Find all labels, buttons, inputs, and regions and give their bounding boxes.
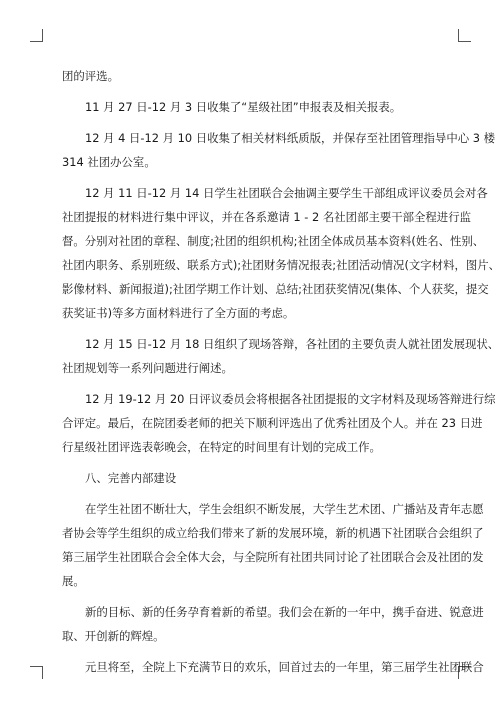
crop-mark-bottom-left — [30, 666, 43, 679]
text-line: 合评定。最后，在院团委老师的把关下顺利评选出了优秀社团及个人。并在 23 日进 — [62, 416, 483, 430]
text-line: 第三届学生社团联合会全体大会，与全院所有社团共同讨论了社团联合会及社团的发 — [62, 550, 484, 564]
text-line: 12 月 4 日-12 月 10 日收集了相关材料纸质版，并保存至社团管理指导中心 3 楼 — [85, 131, 495, 145]
text-line: 影像材料、新闻报道);社团学期工作计划、总结;社团获奖情况(集体、个人获奖，提交 — [62, 282, 489, 296]
text-line: 取、开创新的辉煌。 — [62, 629, 165, 643]
text-line: 者协会等学生组织的成立给我们带来了新的发展环境，新的机遇下社团联合会组织了 — [62, 526, 484, 540]
crop-mark-top-left — [30, 29, 43, 42]
crop-mark-top-right — [458, 29, 471, 42]
text-line: 社团内职务、系别班级、联系方式);社团财务情况报表;社团活动情况(文字材料，图片、 — [62, 258, 500, 272]
text-line: 社团规划等一系列问题进行阐述。 — [62, 361, 233, 375]
text-line: 11 月 27 日-12 月 3 日收集了“星级社团”申报表及相关报表。 — [85, 100, 402, 114]
text-line: 督。分别对社团的章程、制度;社团的组织机构;社团全体成员基本资料(姓名、性别、 — [62, 234, 485, 248]
text-line: 元旦将至，全院上下充满节日的欢乐，回首过去的一年里，第三届学生社团联合 — [85, 660, 484, 674]
text-line: 314 社团办公室。 — [62, 155, 156, 169]
text-line: 展。 — [62, 574, 85, 588]
text-line: 新的目标、新的任务孕育着新的希望。我们会在新的一年中，携手奋进、锐意进 — [85, 605, 484, 619]
text-line: 八、完善内部建设 — [85, 471, 177, 485]
text-line: 社团提报的材料进行集中评议，并在各系邀请 1 - 2 名社团部主要干部全程进行监 — [62, 210, 471, 224]
text-line: 团的评选。 — [62, 69, 119, 83]
text-line: 12 月 19-12 月 20 日评议委员会将根据各社团提报的文字材料及现场答辩进行综 — [85, 392, 496, 406]
text-line: 在学生社团不断壮大，学生会组织不断发展，大学生艺术团、广播站及青年志愿 — [85, 502, 484, 516]
document-body — [62, 64, 500, 679]
text-line: 获奖证书)等多方面材料进行了全方面的考虑。 — [62, 306, 295, 320]
text-line: 12 月 11 日-12 月 14 日学生社团联合会抽调主要学生干部组成评议委员会对各 — [85, 186, 488, 200]
text-line: 行星级社团评选表彰晚会，在特定的时间里有计划的完成工作。 — [62, 440, 381, 454]
text-line: 12 月 15 日-12 月 18 日组织了现场答辩，各社团的主要负责人就社团发展现状、 — [85, 337, 500, 351]
